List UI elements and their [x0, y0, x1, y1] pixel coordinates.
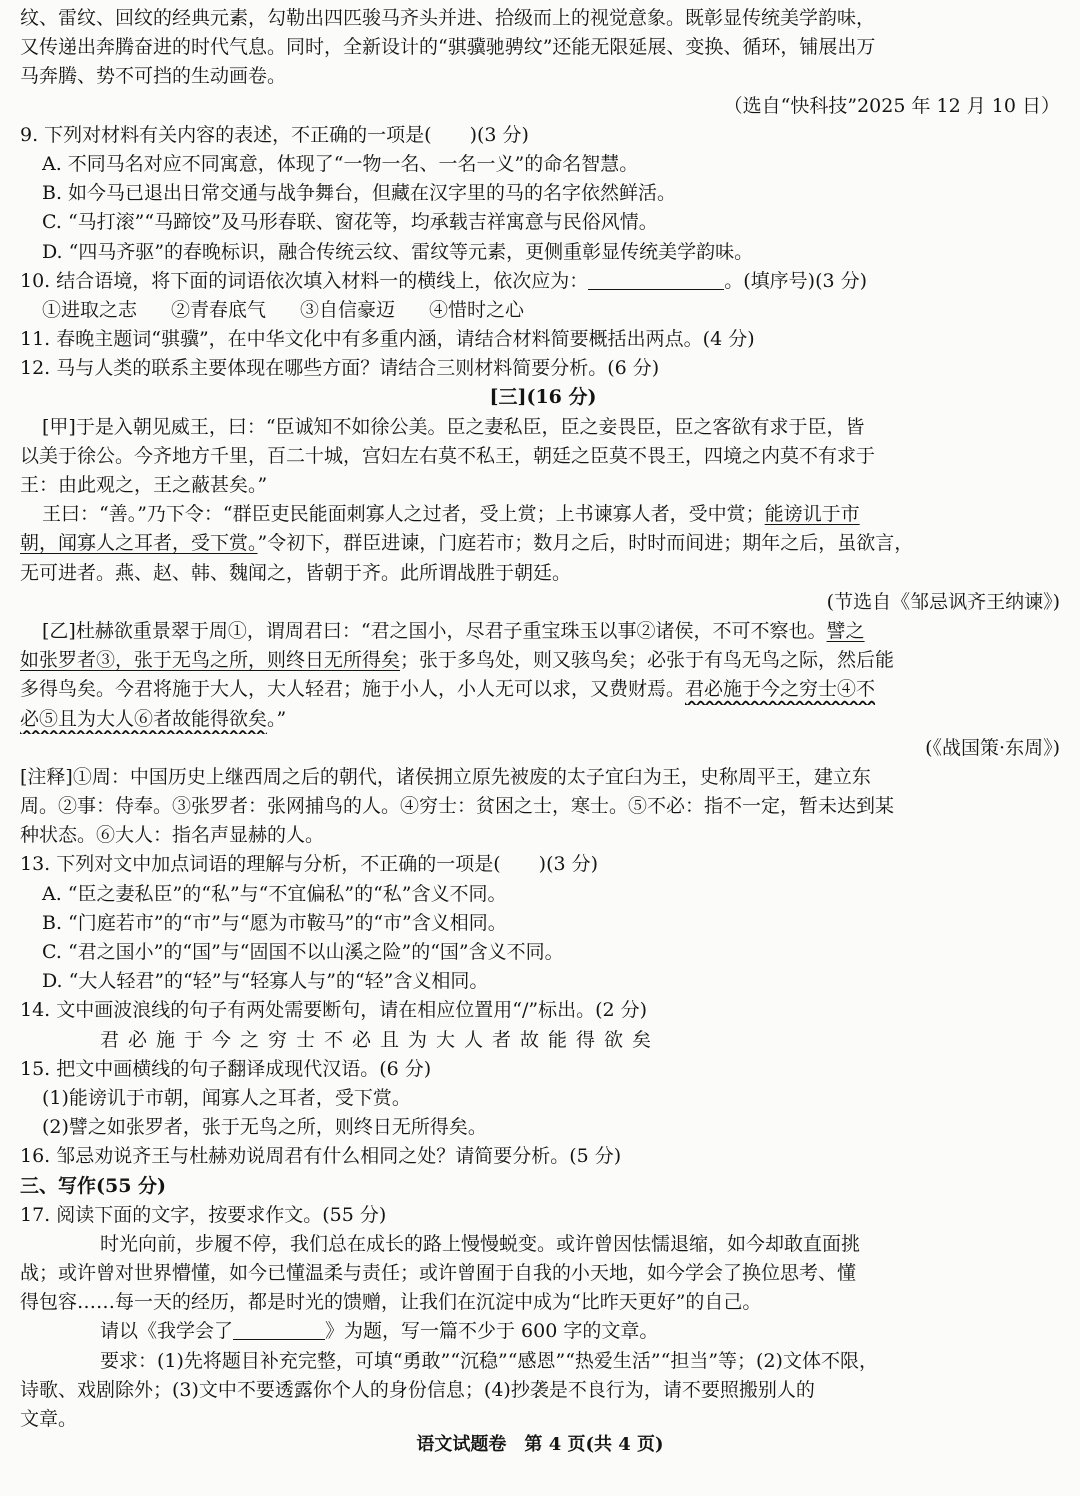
choice-item: ③自信豪迈 [300, 298, 396, 321]
source-citation: （选自“快科技”2025 年 12 月 10 日） [723, 94, 1060, 117]
passage-text: ”令初下，群臣进谏，门庭若市；数月之后，时时而间进；期年之后，虽欲言， [257, 532, 914, 555]
passage-jia-line: 以美于徐公。今齐地方千里，百二十城，宫妇左右莫不私王，朝廷之臣莫不畏王，四境之内莫不有求于 [20, 444, 876, 467]
annotation-line: 周。②事：侍奉。③张罗者：张网捕鸟的人。④穷士：贫困之士，寒士。⑤不必：指不一定，暂未达到某 [20, 795, 895, 818]
question-17-stem: 17. 阅读下面的文字，按要求作文。(55 分) [20, 1203, 387, 1226]
question-14-stem: 14. 文中画波浪线的句子有两处需要断句，请在相应位置用“/”标出。(2 分) [20, 999, 648, 1022]
writing-heading: 三、写作(55 分) [20, 1174, 167, 1197]
title-blank[interactable] [233, 1319, 325, 1340]
question-16: 16. 邹忌劝说齐王与杜赫劝说周君有什么相同之处？请简要分析。(5 分) [20, 1145, 622, 1168]
passage-jia-line: 王：由此观之，王之蔽甚矣。” [20, 474, 268, 496]
question-13-option-b: B. “门庭若市”的“市”与“愿为市鞍马”的“市”含义相同。 [42, 911, 507, 934]
page-footer: 语文试题卷 第 4 页(共 4 页) [416, 1434, 664, 1455]
section-3-heading: [三](16 分) [489, 386, 597, 409]
title-suffix: 》为题，写一篇不少于 600 字的文章。 [325, 1320, 659, 1343]
question-9-stem: 9. 下列对材料有关内容的表述，不正确的一项是( )(3 分) [20, 123, 529, 146]
underlined-sentence: 如张罗者③，张于无鸟之所，则终日无所得矣 [20, 649, 401, 672]
question-15-item: (2)譬之如张罗者，张于无鸟之所，则终日无所得矣。 [42, 1116, 487, 1139]
annotation-line: 种状态。⑥大人：指名声显赫的人。 [20, 824, 325, 847]
choice-item: ②青春底气 [171, 298, 267, 321]
passage-text: 多得鸟矣。今君将施于大人，大人轻君；施于小人，小人无可以求，又费财焉。 [20, 678, 686, 701]
material-line: 马奔腾、势不可挡的生动画卷。 [20, 65, 287, 88]
passage-yi-line [20, 646, 1066, 675]
question-11: 11. 春晚主题词“骐骥”，在中华文化中有多重内涵，请结合材料简要概括出两点。(4 分) [20, 328, 755, 351]
wavy-underlined-sentence: 君必施于今之穷士④不 [685, 678, 876, 701]
passage-text: [乙]杜赫欲重景翠于周①，谓周君曰：“君之国小，尽君子重宝珠玉以事②诸侯，不可不察也。 [42, 619, 827, 642]
question-13-stem: 13. 下列对文中加点词语的理解与分析，不正确的一项是( )(3 分) [20, 853, 599, 876]
question-9-option-d: D. “四马齐驱”的春晚标识，融合传统云纹、雷纹等元素，更侧重彰显传统美学韵味。 [42, 240, 754, 263]
passage-yi-line [20, 675, 1066, 704]
passage-jia-line: [甲]于是入朝见威王，曰：“臣诚知不如徐公美。臣之妻私臣，臣之妾畏臣，臣之客欲有求于臣，皆 [42, 415, 865, 438]
source-citation: (《战国策·东周》) [925, 736, 1060, 759]
question-13-option-c: C. “君之国小”的“国”与“固国不以山溪之险”的“国”含义不同。 [42, 941, 564, 963]
material-line: 纹、雷纹、回纹的经典元素，勾勒出四匹骏马齐头并进、拾级而上的视觉意象。既彰显传统美学韵味， [20, 7, 876, 29]
passage-text: 王曰：“善。”乃下令：“群臣吏民能面刺寡人之过者，受上赏；上书谏寡人者，受中赏； [42, 503, 765, 526]
question-9-option-c: C. “马打滚”“马蹄饺”及马形春联、窗花等，均承载吉祥寓意与民俗风情。 [42, 211, 658, 234]
writing-requirement-line: 诗歌、戏剧除外；(3)文中不要透露你个人的身份信息；(4)抄袭是不良行为，请不要照搬别人的 [20, 1378, 815, 1401]
question-10-stem [20, 267, 1066, 296]
passage-jia-line [20, 529, 1066, 558]
source-citation: (节选自《邹忌讽齐王纳谏》) [826, 590, 1060, 613]
annotation-line: [注释]①周：中国历史上继西周之后的朝代，诸侯拥立原先被废的太子宜臼为王，史称周平王，建立东 [20, 765, 871, 788]
underlined-sentence: 能谤讥于市 [764, 503, 860, 526]
choice-item: ④惜时之心 [429, 298, 525, 321]
passage-yi-line [20, 705, 1066, 734]
writing-prompt-line: 得包容……每一天的经历，都是时光的馈赠，让我们在沉淀中成为“比昨天更好”的自己。 [20, 1291, 762, 1314]
passage-yi-line [20, 617, 1066, 646]
question-10-choices [20, 296, 1066, 325]
question-13-option-a: A. “臣之妻私臣”的“私”与“不宜偏私”的“私”含义不同。 [42, 882, 507, 905]
question-13-option-d: D. “大人轻君”的“轻”与“轻寡人与”的“轻”含义相同。 [42, 970, 489, 993]
writing-prompt-line: 战；或许曾对世界懵懂，如今已懂温柔与责任；或许曾囿于自我的小天地，如今学会了换位思考、懂 [20, 1262, 857, 1285]
underlined-sentence: 朝，闻寡人之耳者，受下赏。 [20, 532, 258, 555]
passage-text: 。” [267, 707, 287, 730]
question-9-option-a: A. 不同马名对应不同寓意，体现了“一物一名、一名一义”的命名智慧。 [42, 152, 639, 175]
passage-jia-line [20, 500, 1066, 529]
passage-jia-line: 无可进者。燕、赵、韩、魏闻之，皆朝于齐。此所谓战胜于朝廷。 [20, 561, 572, 584]
question-10-text: 10. 结合语境，将下面的词语依次填入材料一的横线上，依次应为： [20, 269, 589, 292]
choice-item: ①进取之志 [42, 298, 138, 321]
writing-title-line [20, 1317, 1066, 1346]
question-14-sentence: 君必施于今之穷士不必且为大人者故能得欲矣 [100, 1028, 661, 1051]
question-9-option-b: B. 如今马已退出日常交通与战争舞台，但藏在汉字里的马的名字依然鲜活。 [42, 182, 677, 205]
writing-requirement-line: 要求：(1)先将题目补充完整，可填“勇敢”“沉稳”“感恩”“热爱生活”“担当”等；(2)文体不限， [100, 1349, 878, 1372]
question-10-tail: 。(填序号)(3 分) [724, 269, 868, 292]
passage-text: ；张于多鸟处，则又骇鸟矣；必张于有鸟无鸟之际，然后能 [400, 649, 895, 672]
question-12: 12. 马与人类的联系主要体现在哪些方面？请结合三则材料简要分析。(6 分) [20, 357, 660, 380]
answer-blank[interactable] [588, 269, 724, 290]
underlined-sentence: 譬之 [826, 619, 865, 642]
writing-prompt-line: 时光向前，步履不停，我们总在成长的路上慢慢蜕变。或许曾因怯懦退缩，如今却敢直面挑 [100, 1232, 861, 1255]
material-line: 又传递出奔腾奋进的时代气息。同时，全新设计的“骐骥驰骋纹”还能无限延展、变换、循环，铺展出万 [20, 36, 876, 59]
wavy-underlined-sentence: 必⑤且为大人⑥者故能得欲矣 [20, 707, 268, 730]
title-prefix: 请以《我学会了 [100, 1320, 234, 1343]
question-15-item: (1)能谤讥于市朝，闻寡人之耳者，受下赏。 [42, 1086, 411, 1109]
writing-requirement-line: 文章。 [20, 1408, 78, 1430]
question-15-stem: 15. 把文中画横线的句子翻译成现代汉语。(6 分) [20, 1057, 432, 1080]
